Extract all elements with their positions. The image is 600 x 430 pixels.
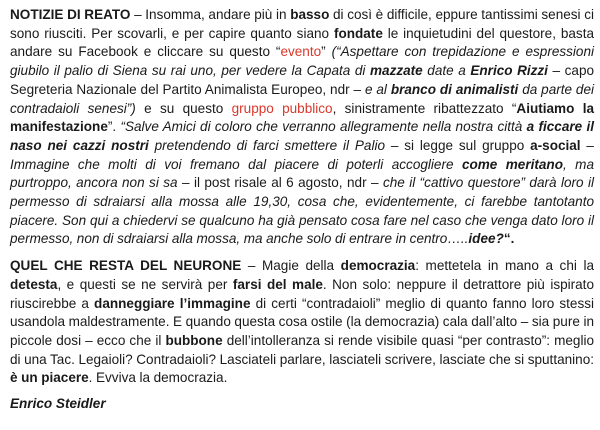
text: – capo Segreteria Nazionale del Partito Animalista Europeo, ndr – bbox=[10, 63, 595, 97]
quote-text: da parte dei contradaioli senesi”) bbox=[10, 81, 595, 116]
text: , e questi se ne servirà per bbox=[57, 276, 233, 292]
bold-text: fondate bbox=[333, 25, 383, 41]
text: – Magie della bbox=[241, 258, 341, 274]
quote-text: e al bbox=[364, 81, 391, 97]
bold-quote-text: come meritano bbox=[461, 156, 563, 172]
text: di così è difficile, eppure tantissimi senesi ci sono riusciti. Per scovarli, e per capire quanto siano bbox=[10, 7, 594, 41]
text: – si legge sul gruppo bbox=[385, 137, 531, 153]
paragraph-notizie-di-reato bbox=[10, 6, 594, 249]
paragraph-neurone bbox=[10, 257, 594, 388]
text: . Evviva la democrazia. bbox=[88, 370, 228, 386]
bold-text: democrazia bbox=[340, 258, 416, 274]
text: ” bbox=[321, 44, 332, 60]
bold-quote-text: idee? bbox=[468, 231, 504, 247]
bold-text: bubbone bbox=[165, 332, 223, 348]
author-signature: Enrico Steidler bbox=[10, 396, 106, 412]
article-body bbox=[10, 6, 594, 411]
bold-quote-text: mazzate bbox=[370, 63, 423, 79]
text: – Insomma, andare più in bbox=[130, 7, 291, 22]
quote-text: , ma purtroppo, ancora non si sa bbox=[10, 156, 594, 191]
section-heading-neurone: QUEL CHE RESTA DEL NEURONE bbox=[10, 258, 242, 274]
quote-text: (“Aspettare con trepidazione e espressioni giubilo il palio di Siena su rai uno, per vedere la Capata di bbox=[10, 44, 595, 79]
quote-text: che il “cattivo questore” darà loro il permesso di sdraiarsi alla mossa alle 19,30, cosa che, evidentemente, ci farebbe tantotanto piacere. Son qui a chiedervi se qualcuno ha già pensato cosa fare nel caso che venga dato loro il permesso, non di sdraiarsi alla mossa, ma anche solo di entrare in centro….. bbox=[10, 175, 594, 247]
quote-text: date a bbox=[422, 63, 471, 79]
text: – bbox=[580, 137, 594, 153]
text: “. bbox=[503, 231, 515, 247]
text: dell’intolleranza si rende visibile quasi “per contrasto”: meglio di una Tac. Legaioli? Contradaioli? Lasciateli parlare, lasciateli scrivere, lasciate che si sputtanino: bbox=[10, 332, 594, 367]
bold-text: basso bbox=[290, 7, 330, 22]
bold-quote-text: branco di animalisti bbox=[390, 81, 519, 97]
bold-text: farsi del male bbox=[232, 276, 323, 292]
text: : mettetela in mano a chi la bbox=[415, 258, 594, 274]
text: e su questo bbox=[135, 100, 232, 116]
text: . Non solo: neppure il detrattore più ispirato riuscirebbe a bbox=[10, 276, 594, 311]
bold-text: detesta bbox=[10, 276, 58, 292]
bold-text: danneggiare l’immagine bbox=[94, 295, 251, 311]
text: , sinistramente ribattezzato “ bbox=[332, 100, 517, 116]
bold-text: è un piacere bbox=[10, 370, 89, 386]
link-evento[interactable]: evento bbox=[280, 44, 322, 60]
quote-text: Immagine che molti di voi fremano dal piacere di poterli accogliere bbox=[10, 156, 462, 172]
bold-text: a-social bbox=[530, 137, 581, 153]
bold-quote-text: a ficcare il naso nei cazzi nostri bbox=[10, 119, 594, 153]
link-gruppo-pubblico[interactable]: gruppo pubblico bbox=[231, 100, 333, 116]
text: – il post risale al 6 agosto, ndr – bbox=[177, 175, 383, 191]
bold-text: Aiutiamo la manifestazione bbox=[10, 100, 594, 135]
text: di certi “contradaioli” meglio di quanto fanno loro stessi usandola maldestramente. E quando questa cosa ostile (la democrazia) cala dall’alto – sia pure in piccole dosi – ecco che il bbox=[10, 295, 595, 348]
quote-text: pretendendo di farci smettere il Palio bbox=[148, 137, 385, 153]
text: le inquietudini del questore, basta andare su Facebook e cliccare su questo “ bbox=[10, 25, 594, 60]
section-heading-notizie: NOTIZIE DI REATO bbox=[10, 7, 131, 22]
bold-quote-text: Enrico Rizzi bbox=[470, 63, 548, 79]
text: ”. bbox=[107, 119, 121, 135]
quote-text: “Salve Amici di coloro che verranno allegramente nella nostra città bbox=[120, 119, 527, 135]
